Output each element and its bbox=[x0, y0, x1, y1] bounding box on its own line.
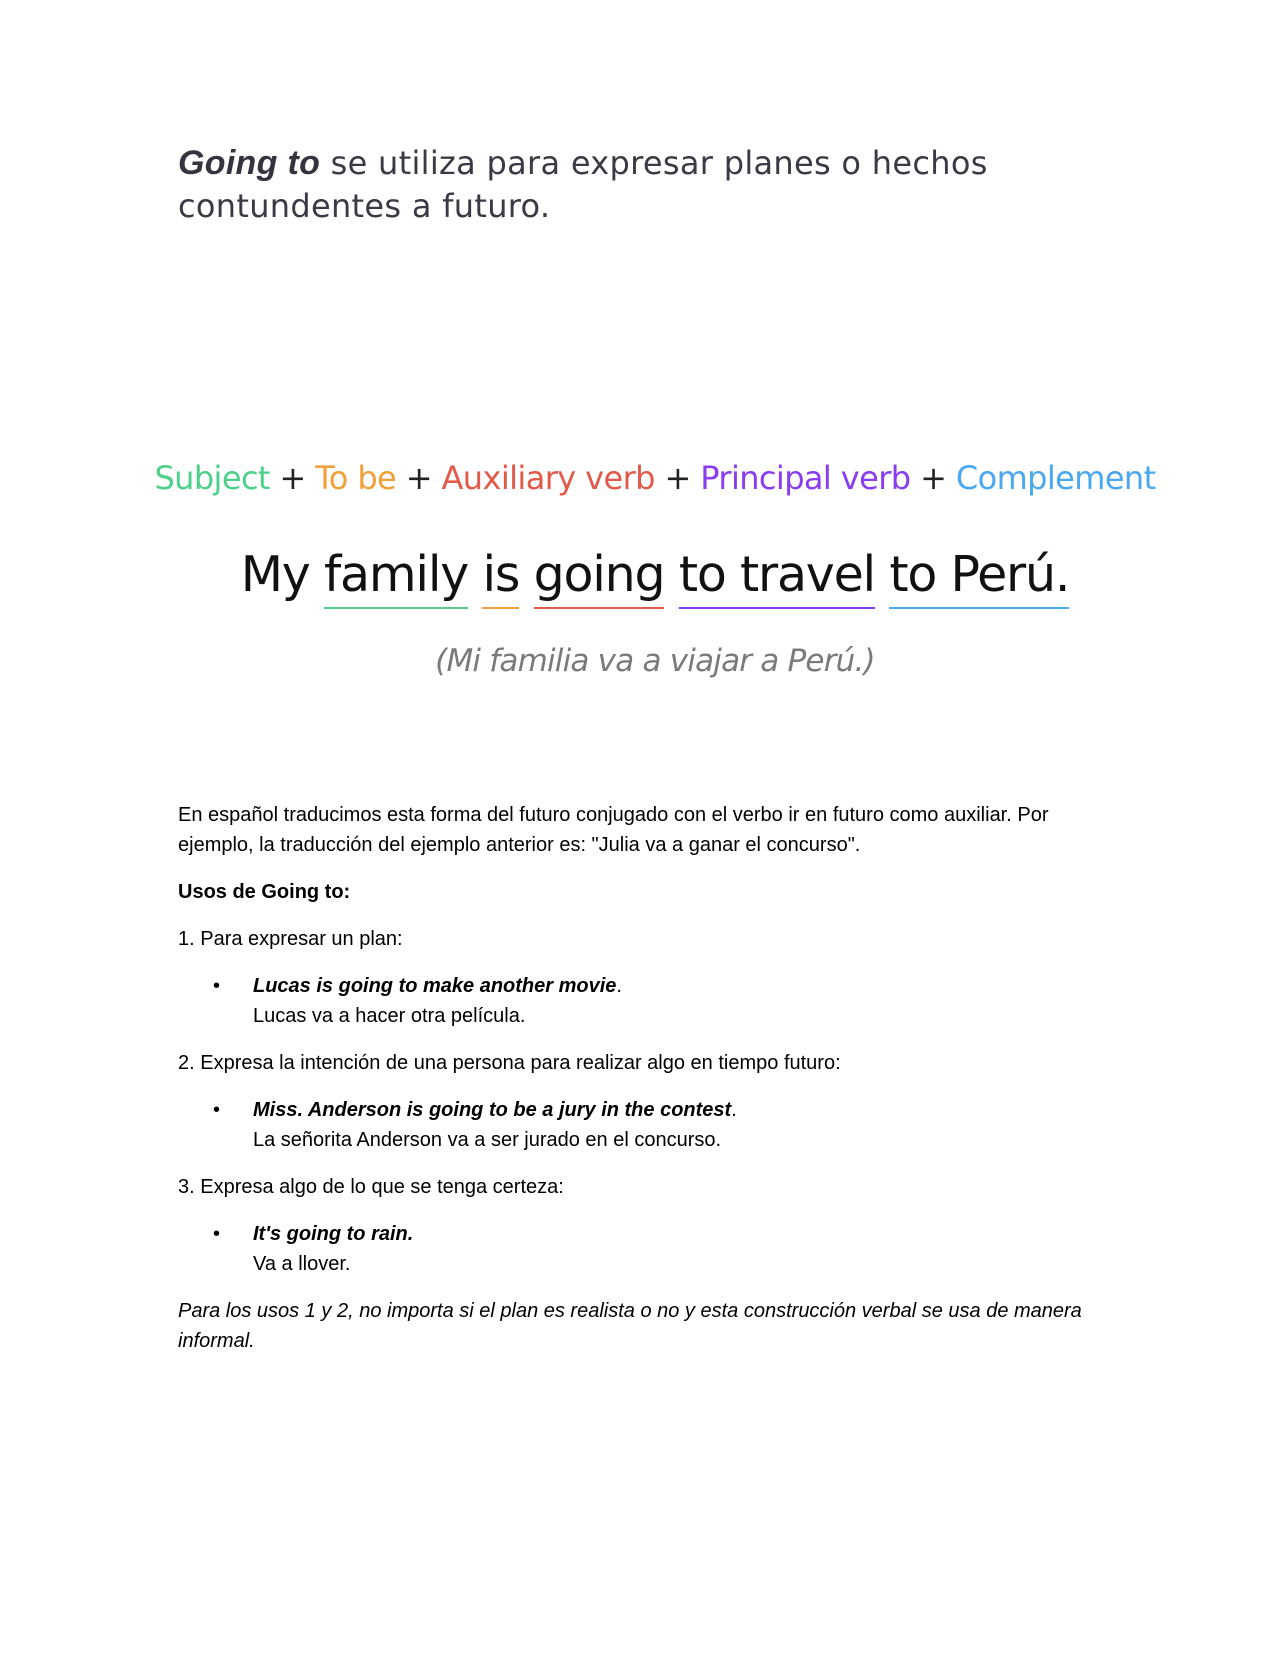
list-item bbox=[213, 1219, 1118, 1279]
page-heading bbox=[178, 142, 1078, 228]
use-2-list bbox=[178, 1095, 1118, 1155]
formula-plus: + bbox=[920, 459, 947, 497]
formula-line bbox=[0, 456, 1280, 500]
example-word-is: is bbox=[482, 547, 519, 609]
list-item bbox=[213, 1095, 1118, 1155]
formula-plus: + bbox=[405, 459, 432, 497]
formula-plus: + bbox=[664, 459, 691, 497]
heading-rest: se utiliza para expresar planes o hechos contundentes a futuro. bbox=[178, 144, 988, 225]
bullet-icon: • bbox=[213, 1099, 221, 1121]
use-1-label: 1. Para expresar un plan: bbox=[178, 928, 403, 950]
use-3-list bbox=[178, 1219, 1118, 1279]
formula-principal-verb: Principal verb bbox=[700, 459, 911, 497]
example-word-to-peru: to Perú. bbox=[889, 547, 1069, 609]
use-1-list bbox=[178, 971, 1118, 1031]
example-word-to-travel: to travel bbox=[679, 547, 875, 609]
use-1-example-en-end: . bbox=[616, 975, 622, 997]
example-word-family: family bbox=[324, 547, 468, 609]
example-word-going: going bbox=[534, 547, 665, 609]
use-3-example-en: It's going to rain. bbox=[253, 1223, 414, 1245]
intro-paragraph: En español traducimos esta forma del futuro conjugado con el verbo ir en futuro como auxiliar. Por ejemplo, la traducción del ejemplo anterior es: "Julia va a ganar el concurso". bbox=[178, 804, 1049, 856]
uses-title: Usos de Going to: bbox=[178, 881, 351, 903]
use-2-label: 2. Expresa la intención de una persona para realizar algo en tiempo futuro: bbox=[178, 1052, 841, 1074]
use-3-example-es: Va a llover. bbox=[253, 1253, 351, 1275]
formula-complement: Complement bbox=[955, 459, 1156, 497]
use-2-example-en: Miss. Anderson is going to be a jury in the contest bbox=[253, 1099, 732, 1121]
use-2-example-en-end: . bbox=[731, 1099, 737, 1121]
use-1-example-en: Lucas is going to make another movie bbox=[253, 975, 617, 997]
closing-note: Para los usos 1 y 2, no importa si el plan es realista o no y esta construcción verbal se usa de manera informal. bbox=[178, 1300, 1082, 1352]
heading-lead: Going to bbox=[178, 144, 321, 182]
formula-plus: + bbox=[279, 459, 306, 497]
example-translation: (Mi familia va a viajar a Perú.) bbox=[435, 643, 875, 679]
example-sentence bbox=[0, 542, 1280, 609]
use-3-label: 3. Expresa algo de lo que se tenga certeza: bbox=[178, 1176, 564, 1198]
bullet-icon: • bbox=[213, 975, 221, 997]
formula-to-be: To be bbox=[315, 459, 397, 497]
use-2-example-es: La señorita Anderson va a ser jurado en el concurso. bbox=[253, 1129, 722, 1151]
bullet-icon: • bbox=[213, 1223, 221, 1245]
use-1-example-es: Lucas va a hacer otra película. bbox=[253, 1005, 526, 1027]
formula-auxiliary-verb: Auxiliary verb bbox=[441, 459, 655, 497]
formula-subject: Subject bbox=[154, 459, 270, 497]
list-item bbox=[213, 971, 1118, 1031]
body-text bbox=[178, 800, 1118, 1373]
example-word-my: My bbox=[240, 546, 310, 603]
